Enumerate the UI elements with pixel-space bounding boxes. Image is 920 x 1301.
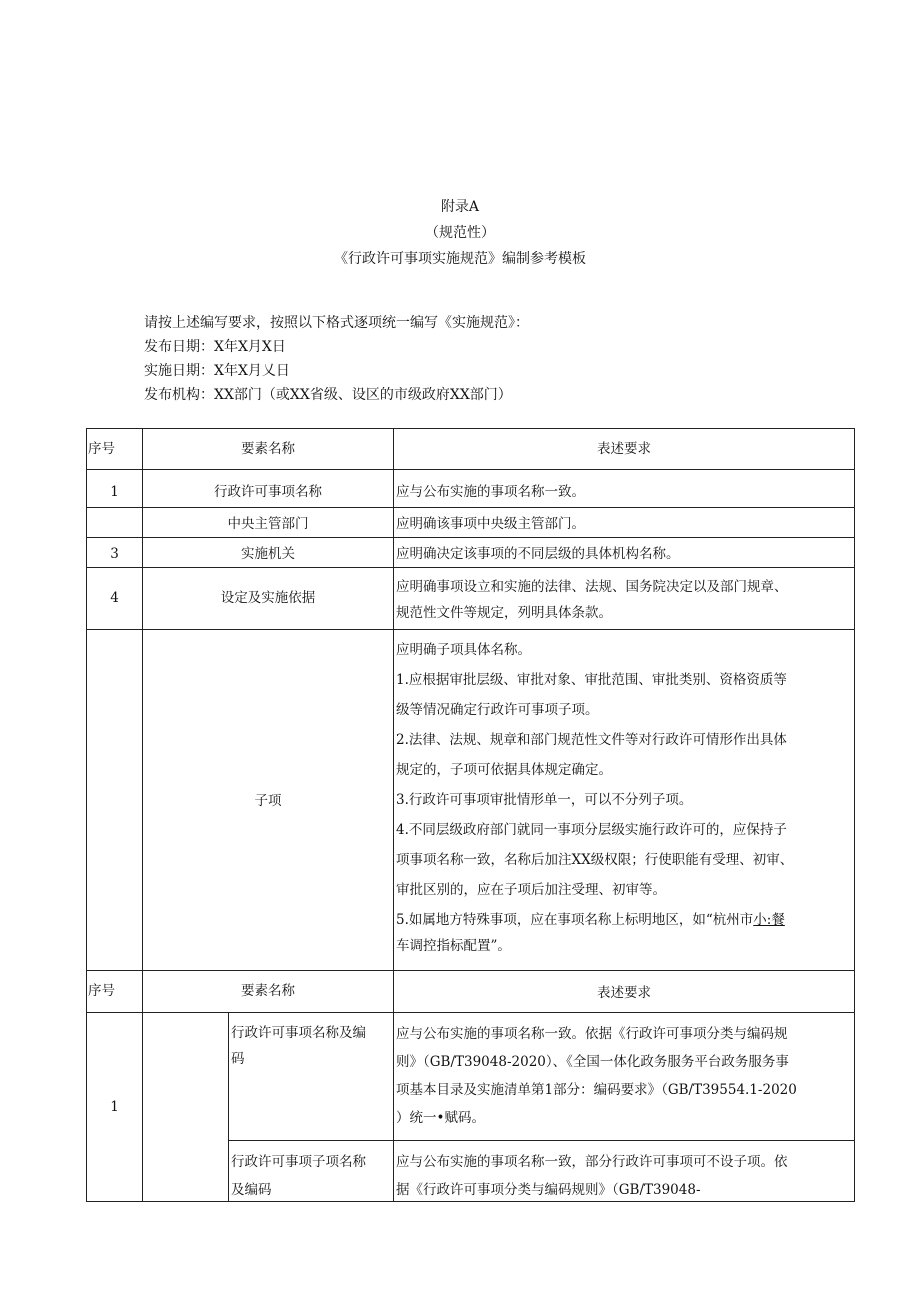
para-line: 则》（GB/T39048-2020）、《全国一体化政务服务平台政务服务事: [396, 1054, 789, 1070]
para-line: 2.法律、法规、规章和部门规范性文件等对行政许可情形作出具体: [396, 732, 787, 748]
para-line: ）统一•赋码。: [396, 1110, 485, 1126]
row-desc: [396, 1148, 854, 1204]
publish-date: 发布日期：X年X月X日: [144, 339, 286, 355]
table1-header-desc: 表述要求: [597, 441, 651, 457]
row-desc: [396, 574, 854, 626]
normative-label: （规范性）: [425, 225, 495, 241]
para-line: 3.行政许可事项审批情形单一，可以不分列子项。: [396, 792, 693, 808]
row-desc-line: 规范性文件等规定，列明具体条款。: [396, 605, 612, 621]
row-no: 1: [110, 484, 119, 500]
row-name: 实施机关: [241, 546, 295, 562]
row-desc-line: 应明确事项设立和实施的法律、法规、国务院决定以及部门规章、: [396, 579, 788, 595]
para-line: 项基本目录及实施清单第1部分：编码要求》（GB/T39554.1-2020: [396, 1082, 797, 1098]
row-desc: 应与公布实施的事项名称一致。: [396, 484, 585, 500]
row-name: 行政许可事项名称: [214, 484, 322, 500]
table2-header-name: 要素名称: [241, 983, 295, 999]
para-line: 应与公布实施的事项名称一致。依据《行政许可事项分类与编码规: [396, 1026, 788, 1042]
row-name-line: 行政许可事项子项名称: [231, 1154, 366, 1170]
subitem-desc: [396, 635, 854, 957]
row-name-line: 码: [231, 1051, 245, 1067]
para-line: 级等情况确定行政许可事项子项。: [396, 702, 599, 718]
para-line: 规定的，子项可依据具体规定确定。: [396, 762, 612, 778]
row-name: [231, 1020, 391, 1072]
table1-header-name: 要素名称: [241, 441, 295, 457]
table2-header-desc: 表述要求: [597, 985, 651, 1001]
row-name-line: 及编码: [231, 1182, 272, 1198]
underlined-text: 小:餐: [753, 912, 785, 928]
row-name-line: 行政许可事项名称及编: [231, 1025, 366, 1041]
row-no: 3: [110, 546, 119, 562]
effective-date: 实施日期：X年X月乂日: [144, 363, 290, 379]
table1-header-no: 序号: [88, 441, 115, 457]
instruction-text: 请按上述编写要求，按照以下格式逐项统一编写《实施规范》：: [144, 315, 529, 331]
para-line: 4.不同层级政府部门就同一事项分层级实施行政许可的，应保持子: [396, 822, 787, 838]
para-line: [396, 905, 854, 935]
row-desc: 应明确决定该事项的不同层级的具体机构名称。: [396, 546, 680, 562]
row-no: 1: [110, 1099, 119, 1115]
para-line: 应明确子项具体名称。: [396, 642, 531, 658]
para-line: 项事项名称一致，名称后加注XX级权限；行使职能有受理、初审、: [396, 852, 794, 868]
row-no: 4: [110, 590, 119, 606]
para-line: 审批区别的，应在子项后加注受理、初审等。: [396, 882, 666, 898]
publisher: 发布机构：XX部门（或XX省级、设区的市级政府XX部门）: [144, 387, 512, 403]
table2-header-no: 序号: [88, 983, 115, 999]
para-line: 应与公布实施的事项名称一致，部分行政许可事项可不设子项。依: [396, 1154, 788, 1170]
para-line: 1.应根据审批层级、审批对象、审批范围、审批类别、资格资质等: [396, 672, 787, 688]
row-name: 中央主管部门: [227, 516, 309, 532]
row-name: [231, 1148, 391, 1204]
para-line: 据《行政许可事项分类与编码规则》（GB/T39048-: [396, 1182, 701, 1198]
row-name: 子项: [254, 793, 282, 809]
document-title: 《行政许可事项实施规范》编制参考模板: [334, 251, 586, 267]
para-line: 车调控指标配置”。: [396, 938, 511, 954]
row-desc: 应明确该事项中央级主管部门。: [396, 516, 585, 532]
appendix-label: 附录A: [440, 199, 480, 215]
row-name: 设定及实施依据: [220, 590, 316, 606]
para-text: 5.如属地方特殊事项，应在事项名称上标明地区，如“杭州市: [396, 912, 754, 928]
row-desc: [396, 1020, 854, 1132]
